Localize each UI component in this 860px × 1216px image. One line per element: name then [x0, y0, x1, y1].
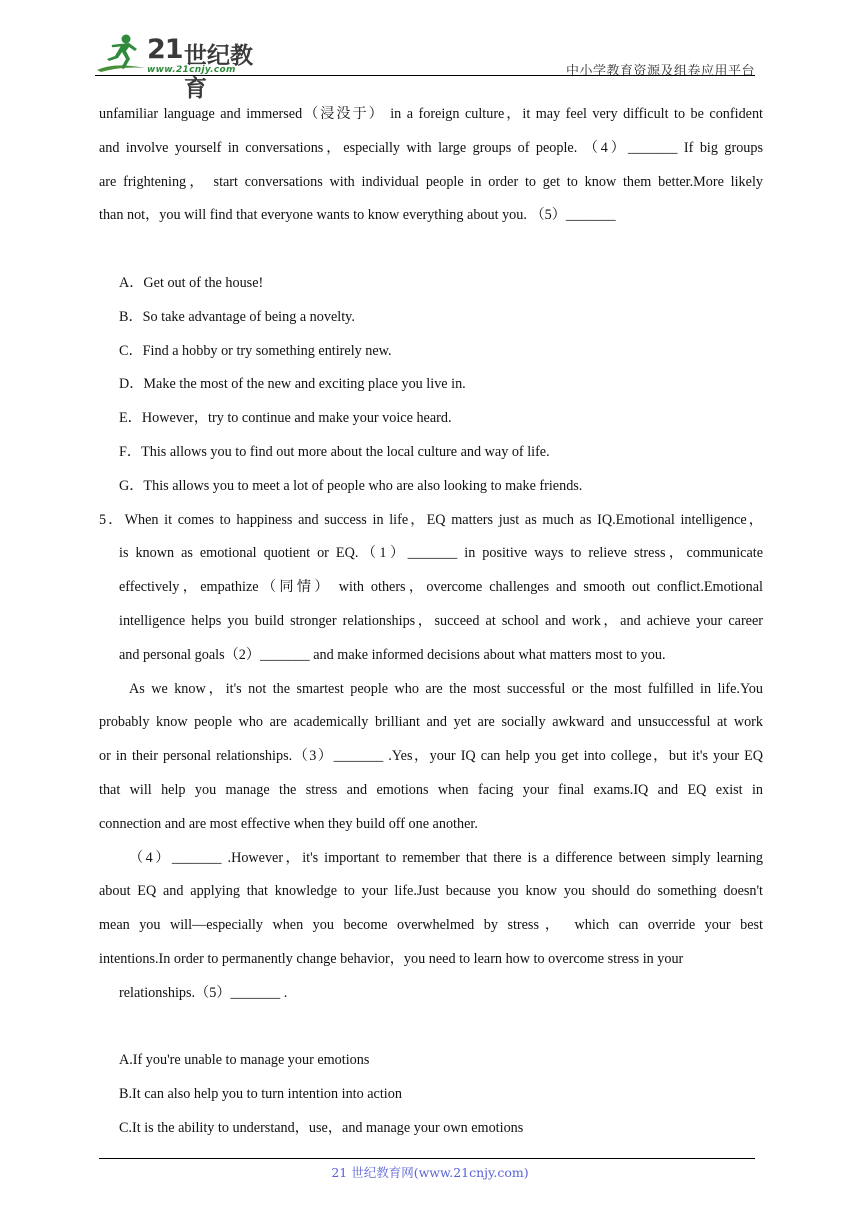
site-tagline: 中小学教育资源及组卷应用平台	[565, 64, 755, 79]
passage5-line: is known as emotional quotient or EQ.（1）_______ in positive ways to relieve stress，communicate	[119, 545, 763, 562]
passage5-option-a: A.If you're unable to manage your emotions	[119, 1052, 370, 1069]
spacer	[99, 1011, 763, 1045]
footer-divider	[99, 1158, 755, 1159]
passage5-line: As we know，it's not the smartest people who are the most successful or the most fulfilled in life.You	[129, 680, 763, 697]
passage4-line: are frightening， start conversations with individual people in order to get to know them better.More likely	[99, 173, 763, 190]
passage4-option-f: F．This allows you to find out more about the local culture and way of life.	[119, 443, 550, 460]
page-header	[95, 32, 755, 102]
passage4-option-d: D．Make the most of the new and exciting place you live in.	[119, 376, 466, 393]
passage5-option-b: B.It can also help you to turn intention into action	[119, 1086, 402, 1103]
site-logo[interactable]	[95, 32, 265, 102]
passage5-line: intelligence helps you build stronger relationships，succeed at school and work，and achieve your career	[119, 612, 763, 629]
passage4-option-e: E．However，try to continue and make your voice heard.	[119, 410, 452, 427]
passage4-line: unfamiliar language and immersed（浸没于） in a foreign culture，it may feel very difficult to be confident	[99, 106, 763, 122]
question-5-intro: 5．When it comes to happiness and success in life，EQ matters just as much as IQ.Emotional intelligence，	[99, 511, 763, 528]
passage5-line: connection and are most effective when they build off one another.	[99, 815, 478, 832]
runner-icon	[95, 32, 151, 76]
passage5-line: about EQ and applying that knowledge to your life.Just because you know you should do something doesn't	[99, 883, 763, 900]
passage5-line: and personal goals（2）_______ and make informed decisions about what matters most to you.	[119, 646, 666, 663]
page-content	[99, 98, 763, 1146]
passage5-line: that will help you manage the stress and emotions when facing your final exams.IQ and EQ exist in	[99, 781, 763, 798]
passage4-option-c: C．Find a hobby or try something entirely new.	[119, 342, 392, 359]
passage5-line: probably know people who are academically brilliant and yet are socially awkward and unsuccessful at work	[99, 714, 763, 731]
spacer	[99, 233, 763, 267]
passage4-line: than not，you will find that everyone wants to know everything about you. （5）_______	[99, 207, 616, 224]
passage5-line: effectively，empathize（同情） with others，overcome challenges and smooth out conflict.Emotional	[119, 579, 763, 596]
passage5-line: mean you will—especially when you become overwhelmed by stress， which can override your best	[99, 917, 763, 934]
passage5-option-c: C.It is the ability to understand，use，and manage your own emotions	[119, 1119, 524, 1136]
passage4-option-b: B．So take advantage of being a novelty.	[119, 308, 355, 325]
passage5-line: intentions.In order to permanently change behavior，you need to learn how to overcome stress in your	[99, 950, 684, 967]
passage4-option-a: A．Get out of the house!	[119, 274, 264, 291]
passage4-line: and involve yourself in conversations，especially with large groups of people. （4）_______ If big groups	[99, 139, 763, 156]
passage5-line: or in their personal relationships.（3）_______ .Yes，your IQ can help you get into college，but it's your EQ	[99, 748, 763, 765]
passage5-line: （4）_______ .However，it's important to remember that there is a difference between simply learning	[129, 849, 763, 866]
logo-chinese-name: 世纪教育	[184, 43, 253, 102]
passage5-line: relationships.（5）_______ .	[119, 984, 288, 1001]
footer-link[interactable]: 21 世纪教育网(www.21cnjy.com)	[331, 1165, 529, 1180]
header-divider	[95, 75, 755, 76]
logo-url: www.21cnjy.com	[147, 65, 236, 75]
logo-number: 21	[147, 34, 183, 65]
passage4-option-g: G．This allows you to meet a lot of people who are also looking to make friends.	[119, 477, 583, 494]
